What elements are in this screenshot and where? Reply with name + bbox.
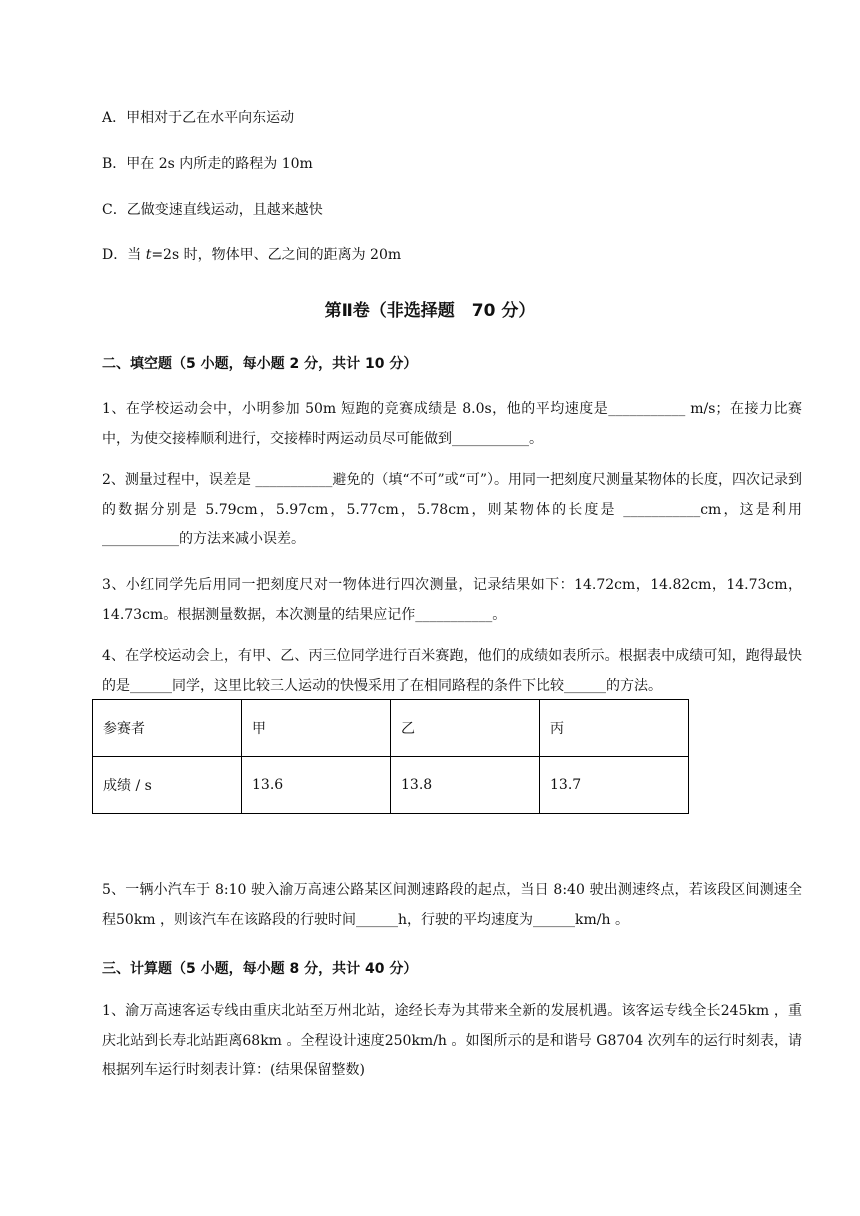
calculation-heading: 三、计算题（5 小题，每小题 8 分，共计 40 分） [102, 961, 418, 977]
option-d-suffix: =2s 时，物体甲、乙之间的距离为 20m [151, 247, 402, 263]
table-cell: 13.6 [242, 757, 391, 814]
calc-question-1: 1、渝万高速客运专线由重庆北站至万州北站，途经长寿为其带来全新的发展机遇。该客运专线全长245km ，重庆北站到长寿北站距离68km 。全程设计速度250km/h 。如图所示的是和谐号 G8704 次列车的运行时刻表，请根据列车运行时刻表计算：(结果保留整数) [102, 1003, 802, 1078]
fill-question-2: 2、测量过程中，误差是 ___________避免的（填“不可”或“可”）。用同一把刻度尺测量某物体的长度，四次记录到的数据分别是 5.79cm，5.97cm，5.77cm，5.78cm，则某物体的长度是 ___________cm，这是利用 ___________的方法来减小误差。 [102, 472, 802, 547]
option-d-prefix: D．当 [102, 247, 146, 263]
table-row [93, 757, 689, 814]
fill-question-3: 3、小红同学先后用同一把刻度尺对一物体进行四次测量，记录结果如下：14.72cm，14.82cm，14.73cm，14.73cm。根据测量数据，本次测量的结果应记作___________。 [102, 577, 802, 623]
table-cell: 甲 [242, 700, 391, 757]
option-b: B．甲在 2s 内所走的路程为 10m [102, 156, 313, 172]
table-cell: 乙 [391, 700, 540, 757]
section-title: 第Ⅱ卷（非选择题 70 分） [324, 301, 536, 321]
table-cell: 13.8 [391, 757, 540, 814]
fill-question-5: 5、一辆小汽车于 8:10 驶入渝万高速公路某区间测速路段的起点，当日 8:40 驶出测速终点，若该段区间测速全程50km ，则该汽车在该路段的行驶时间______h，行驶的平均速度为______km/h 。 [102, 882, 802, 928]
table-cell: 丙 [540, 700, 689, 757]
table-cell: 成绩 / s [93, 757, 242, 814]
fill-in-heading: 二、填空题（5 小题，每小题 2 分，共计 10 分） [102, 356, 418, 372]
table-header-row [93, 700, 689, 757]
option-c: C．乙做变速直线运动，且越来越快 [102, 202, 323, 218]
score-table [92, 699, 689, 814]
option-a: A．甲相对于乙在水平向东运动 [102, 110, 295, 126]
table-cell: 13.7 [540, 757, 689, 814]
option-d [102, 245, 401, 265]
option-d-variable: t [145, 247, 152, 263]
table-cell: 参赛者 [93, 700, 242, 757]
fill-question-4: 4、在学校运动会上，有甲、乙、丙三位同学进行百米赛跑，他们的成绩如表所示。根据表中成绩可知，跑得最快的是______同学，这里比较三人运动的快慢采用了在相同路程的条件下比较______的方法。 [102, 648, 802, 694]
fill-question-1: 1、在学校运动会中，小明参加 50m 短跑的竞赛成绩是 8.0s，他的平均速度是___________ m/s；在接力比赛中，为使交接棒顺利进行，交接棒时两运动员尽可能做到___________。 [102, 401, 802, 447]
